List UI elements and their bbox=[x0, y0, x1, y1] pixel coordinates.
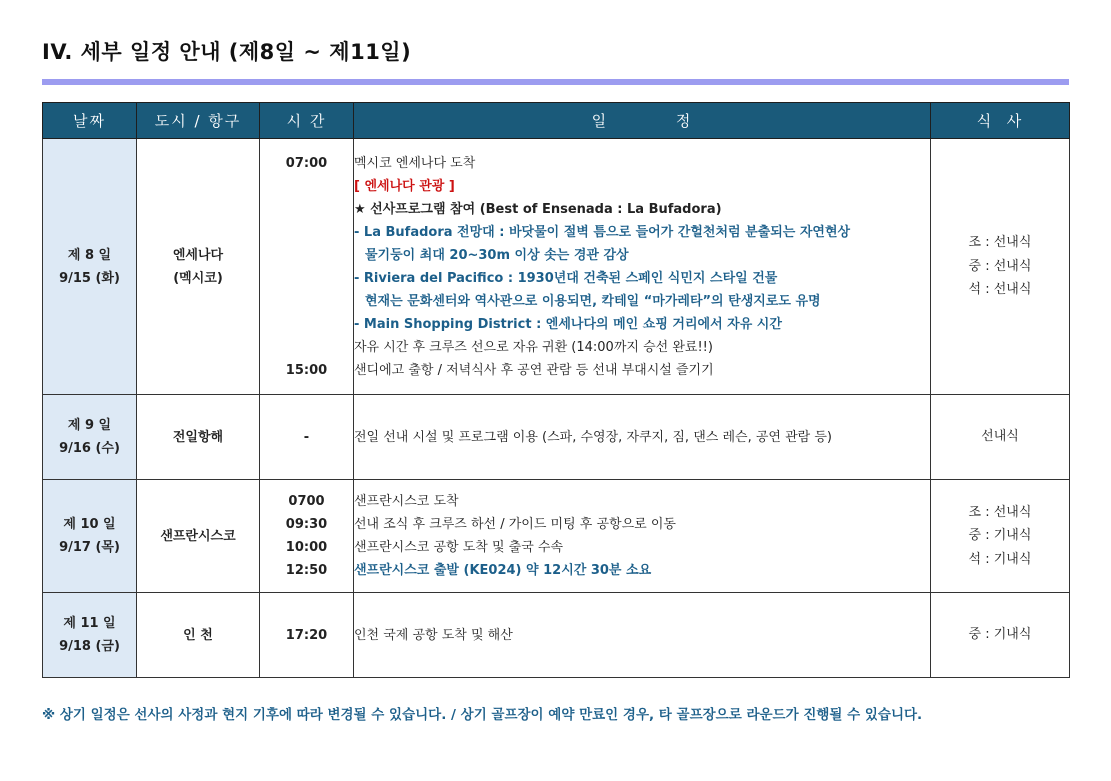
meal-cell bbox=[931, 593, 1070, 678]
table-header-row bbox=[43, 103, 1070, 139]
header-time: 시 간 bbox=[260, 103, 354, 139]
meal-breakfast: 조 : 선내식 bbox=[968, 504, 1032, 520]
schedule-line: - Riviera del Pacifico : 1930년대 건축된 스페인 식민지 스타일 건물 bbox=[354, 270, 778, 286]
schedule-line: 자유 시간 후 크루즈 선으로 자유 귀환 (14:00까지 승선 완료!!) bbox=[354, 339, 713, 355]
city-cell bbox=[137, 395, 260, 480]
table-row bbox=[43, 139, 1070, 395]
meal-cell bbox=[931, 480, 1070, 593]
city-name: 샌프란시스코 bbox=[160, 528, 236, 544]
time-cell bbox=[260, 480, 354, 593]
date-cell bbox=[43, 480, 137, 593]
date-label: 9/15 (화) bbox=[59, 270, 120, 286]
meal-dinner: 석 : 선내식 bbox=[968, 282, 1032, 298]
schedule-line: 현재는 문화센터와 역사관으로 이용되면, 칵테일 “마가레타”의 탄생지로도 유명 bbox=[365, 293, 821, 309]
schedule-line: 샌프란시스코 출발 (KE024) 약 12시간 30분 소요 bbox=[354, 563, 652, 578]
header-city-port: 도시 / 항구 bbox=[137, 103, 260, 139]
city-name: 엔세나다 bbox=[172, 247, 224, 263]
time-value bbox=[260, 175, 353, 198]
city-cell bbox=[137, 593, 260, 678]
schedule-line: 멕시코 엔세나다 도착 bbox=[354, 155, 476, 171]
header-schedule: 일 정 bbox=[354, 103, 931, 139]
schedule-line: 샌프란시스코 공항 도착 및 출국 수속 bbox=[354, 540, 564, 555]
table-row bbox=[43, 395, 1070, 480]
time-value bbox=[260, 313, 353, 336]
day-label: 제 8 일 bbox=[67, 247, 112, 263]
time-value: - bbox=[303, 429, 310, 445]
meal-cell bbox=[931, 395, 1070, 480]
time-value bbox=[260, 221, 353, 244]
city-country: (멕시코) bbox=[173, 270, 223, 286]
date-cell bbox=[43, 395, 137, 480]
day-label: 제 10 일 bbox=[63, 517, 116, 532]
meal-lunch: 중 : 기내식 bbox=[968, 528, 1032, 544]
time-cell bbox=[260, 593, 354, 678]
date-label: 9/17 (목) bbox=[59, 540, 120, 555]
time-value: 07:00 bbox=[285, 155, 328, 171]
time-value bbox=[260, 290, 353, 313]
meal-lunch: 중 : 기내식 bbox=[968, 627, 1032, 643]
date-label: 9/16 (수) bbox=[59, 441, 120, 456]
date-cell bbox=[43, 593, 137, 678]
city-cell bbox=[137, 139, 260, 395]
schedule-cell bbox=[354, 593, 931, 678]
schedule-cell bbox=[354, 480, 931, 593]
date-label: 9/18 (금) bbox=[59, 639, 120, 654]
day-label: 제 11 일 bbox=[63, 616, 116, 631]
time-value bbox=[260, 244, 353, 267]
schedule-line: 샌디에고 출항 / 저녁식사 후 공연 관람 등 선내 부대시설 즐기기 bbox=[354, 362, 714, 378]
time-value bbox=[260, 198, 353, 221]
time-cell bbox=[260, 395, 354, 480]
time-value: 09:30 bbox=[285, 517, 328, 532]
schedule-line: 샌프란시스코 도착 bbox=[354, 494, 459, 509]
time-value: 17:20 bbox=[285, 627, 328, 643]
footnote: ※ 상기 일정은 선사의 사정과 현지 기후에 따라 변경될 수 있습니다. / 상기 골프장이 예약 만료인 경우, 타 골프장으로 라운드가 진행될 수 있습니다. bbox=[42, 707, 923, 723]
schedule-cell bbox=[354, 395, 931, 480]
meal-all: 선내식 bbox=[981, 429, 1019, 445]
schedule-line: - La Bufadora 전망대 : 바닷물이 절벽 틈으로 들어가 간헐천처럼 분출되는 자연현상 bbox=[354, 224, 851, 240]
header-date: 날짜 bbox=[43, 103, 137, 139]
schedule-line: 전일 선내 시설 및 프로그램 이용 (스파, 수영장, 자쿠지, 짐, 댄스 레슨, 공연 관람 등) bbox=[354, 429, 832, 445]
schedule-line: 물기둥이 최대 20~30m 이상 솟는 경관 감상 bbox=[365, 247, 629, 263]
city-name: 전일항해 bbox=[172, 429, 224, 445]
time-value: 0700 bbox=[288, 494, 325, 509]
page-title: IV. 세부 일정 안내 (제8일 ~ 제11일) bbox=[42, 40, 412, 64]
schedule-line: 선내 조식 후 크루즈 하선 / 가이드 미팅 후 공항으로 이동 bbox=[354, 517, 676, 532]
schedule-line: [ 엔세나다 관광 ] bbox=[354, 178, 455, 194]
time-value: 12:50 bbox=[285, 563, 328, 578]
meal-dinner: 석 : 기내식 bbox=[968, 551, 1032, 567]
day-label: 제 9 일 bbox=[67, 418, 112, 433]
header-meals: 식 사 bbox=[931, 103, 1070, 139]
meal-lunch: 중 : 선내식 bbox=[968, 258, 1032, 274]
schedule-line: 인천 국제 공항 도착 및 해산 bbox=[354, 627, 513, 643]
time-cell bbox=[260, 139, 354, 395]
title-underline-bar bbox=[42, 79, 1069, 85]
schedule-cell bbox=[354, 139, 931, 395]
itinerary-table bbox=[42, 102, 1070, 678]
time-value: 15:00 bbox=[285, 362, 328, 378]
city-name: 인 천 bbox=[183, 627, 213, 643]
table-row bbox=[43, 593, 1070, 678]
schedule-line: - Main Shopping District : 엔세나다의 메인 쇼핑 거리에서 자유 시간 bbox=[354, 316, 782, 332]
meal-cell bbox=[931, 139, 1070, 395]
time-value bbox=[260, 336, 353, 359]
table-row bbox=[43, 480, 1070, 593]
city-cell bbox=[137, 480, 260, 593]
time-value: 10:00 bbox=[285, 540, 328, 555]
time-value bbox=[260, 267, 353, 290]
meal-breakfast: 조 : 선내식 bbox=[968, 235, 1032, 251]
date-cell bbox=[43, 139, 137, 395]
schedule-line: ★ 선사프로그램 참여 (Best of Ensenada : La Bufadora) bbox=[354, 201, 722, 217]
